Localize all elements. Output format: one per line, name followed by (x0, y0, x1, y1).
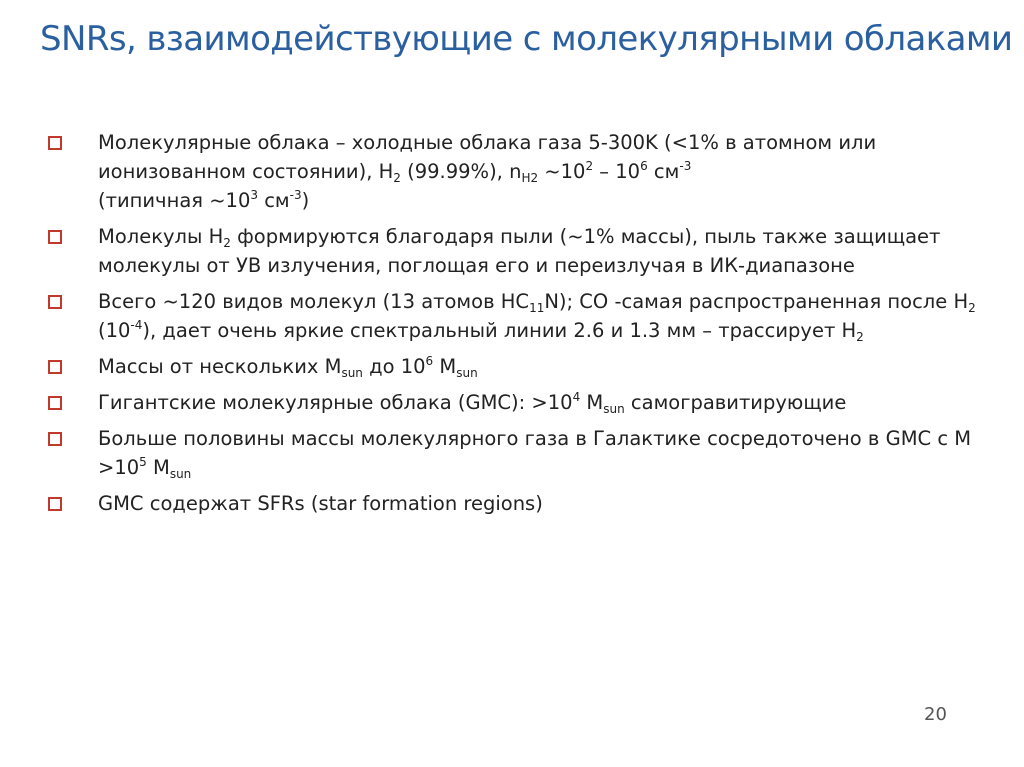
bullet-item (48, 424, 978, 482)
subscript: 2 (223, 236, 231, 250)
text-run: Гигантские молекулярные облака (GMC): >10 (98, 391, 573, 414)
bullet-text (98, 355, 478, 378)
bullet-item (48, 222, 978, 280)
page-number: 20 (924, 704, 947, 725)
text-run: M (580, 391, 604, 414)
hollow-square-bullet-icon (48, 497, 62, 511)
bullet-item (48, 128, 978, 215)
text-run: N); CO -самая распространенная после H (544, 290, 969, 313)
subscript: H2 (521, 171, 539, 185)
text-run: GMC содержат SFRs (star formation regions) (98, 492, 543, 515)
text-run: – 10 (593, 160, 641, 183)
superscript: -3 (289, 188, 302, 202)
hollow-square-bullet-icon (48, 396, 62, 410)
bullet-text (98, 131, 876, 212)
slide-title: SNRs, взаимодействующие с молекулярными облаками (40, 19, 1013, 59)
text-run: ), дает очень яркие спектральный линии 2.6 и 1.3 мм – трассирует H (142, 319, 857, 342)
bullet-item (48, 388, 978, 417)
bullet-text (98, 290, 976, 342)
hollow-square-bullet-icon (48, 295, 62, 309)
superscript: 3 (250, 188, 259, 202)
text-run: M (433, 355, 457, 378)
bullet-item (48, 489, 978, 518)
text-run: см (258, 189, 290, 212)
subscript: sun (603, 402, 625, 416)
bullet-item (48, 287, 978, 345)
superscript: 2 (585, 159, 594, 173)
superscript: 5 (139, 455, 147, 469)
text-run: Молекулярные облака – холодные облака газа 5-300K (<1% в атомном или ионизованном состоянии), H (98, 131, 877, 183)
subscript: 11 (529, 301, 545, 315)
subscript: sun (456, 366, 478, 380)
bullet-text (98, 492, 543, 515)
text-run: Больше половины массы молекулярного газа в Галактике сосредоточено в GMC с M >10 (98, 427, 972, 479)
text-run: ) (301, 189, 310, 212)
subscript: 2 (968, 301, 976, 315)
superscript: -3 (679, 159, 692, 173)
text-run: ~10 (538, 160, 586, 183)
text-run: (99.99%), n (400, 160, 522, 183)
text-run: до 10 (362, 355, 426, 378)
text-run: формируются благодаря пыли (~1% массы), пыль также защищает молекулы от УВ излучения, поглощая его и переизлучая в ИК-диапазоне (98, 225, 941, 277)
subscript: 2 (393, 171, 401, 185)
text-run: Массы от нескольких M (98, 355, 342, 378)
text-run: M (146, 456, 170, 479)
hollow-square-bullet-icon (48, 230, 62, 244)
superscript: 6 (640, 159, 648, 173)
bullet-text (98, 427, 971, 479)
text-run: (10 (98, 319, 131, 342)
superscript: -4 (130, 318, 143, 332)
subscript: 2 (856, 330, 864, 344)
hollow-square-bullet-icon (48, 360, 62, 374)
hollow-square-bullet-icon (48, 136, 62, 150)
hollow-square-bullet-icon (48, 432, 62, 446)
subscript: sun (341, 366, 363, 380)
bullet-text (98, 391, 846, 414)
text-run: Молекулы H (98, 225, 224, 248)
subscript: sun (169, 467, 192, 481)
text-run: (типичная ~10 (98, 189, 251, 212)
text-run: см (647, 160, 680, 183)
bullet-item (48, 352, 978, 381)
text-run: самогравитирующие (624, 391, 847, 414)
superscript: 6 (425, 354, 434, 368)
superscript: 4 (572, 390, 581, 404)
text-run: Всего ~120 видов молекул (13 атомов HC (98, 290, 530, 313)
bullet-list (48, 128, 978, 525)
bullet-text (98, 225, 940, 277)
